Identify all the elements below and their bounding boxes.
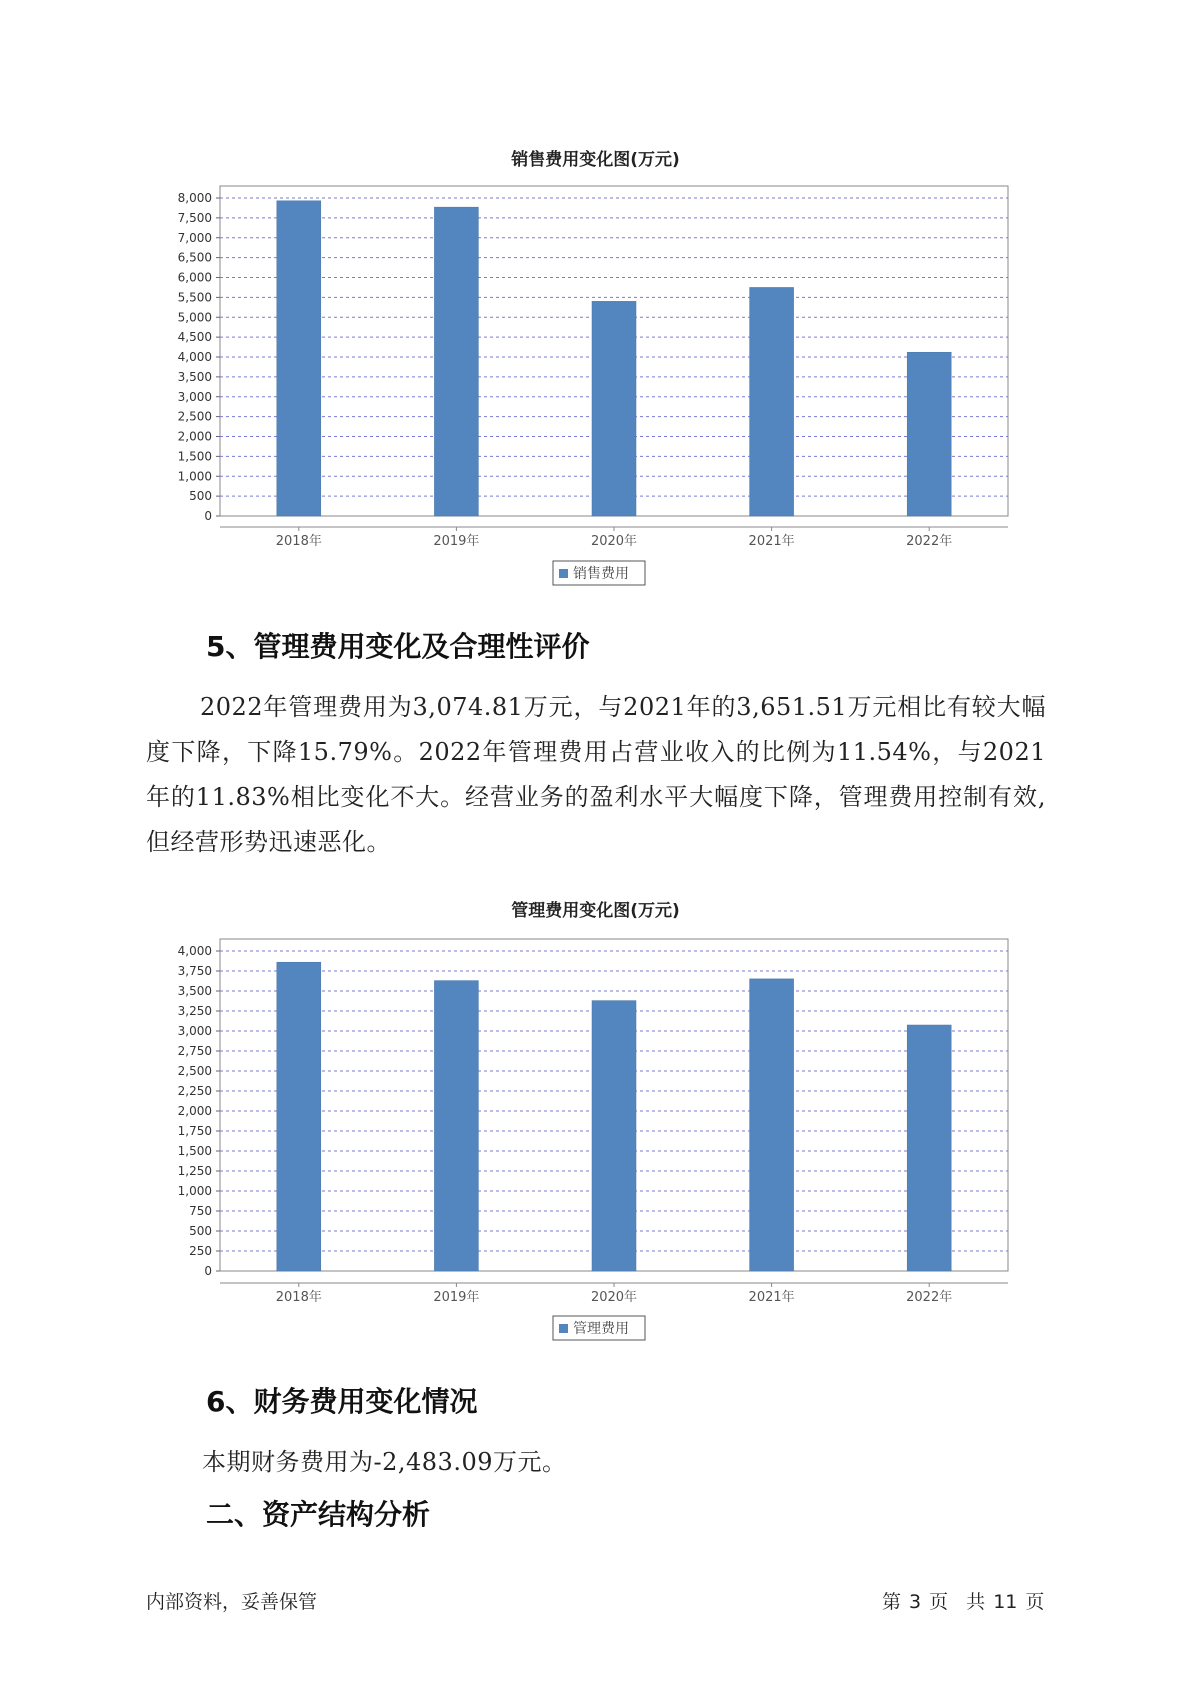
- y-tick-label: 8,000: [177, 191, 212, 205]
- x-tick-label: 2018年: [275, 1290, 322, 1305]
- footer-confidential-note: 内部资料，妥善保管: [146, 1591, 318, 1613]
- y-tick-label: 4,000: [177, 350, 212, 364]
- y-tick-label: 3,250: [177, 1004, 212, 1018]
- y-tick-label: 3,500: [177, 984, 212, 998]
- y-tick-label: 2,500: [177, 409, 212, 424]
- y-tick-label: 0: [204, 1264, 212, 1278]
- chart-title: 销售费用变化图(万元): [511, 150, 680, 170]
- y-tick-label: 750: [189, 1204, 212, 1218]
- y-tick-label: 0: [204, 509, 212, 523]
- section-5-paragraph: 2022年管理费用为3,074.81万元，与2021年的3,651.51万元相比有较大幅度下降，下降15.79%。2022年管理费用占营业收入的比例为11.54%，与2021年的11.83%相比变化不大。经营业务的盈利水平大幅度下降，管理费用控制有效,但经营形势迅速恶化。: [146, 693, 1046, 856]
- bar: [907, 1025, 951, 1271]
- y-tick-label: 1,000: [177, 469, 212, 484]
- y-tick-label: 7,000: [177, 230, 212, 245]
- bar: [750, 979, 794, 1271]
- chart-title: 管理费用变化图(万元): [511, 901, 680, 921]
- y-tick-label: 1,500: [177, 449, 212, 464]
- section-5-heading: 5、管理费用变化及合理性评价: [206, 630, 590, 663]
- footer-page-info: [882, 1587, 1052, 1614]
- x-tick-label: 2021年: [748, 1290, 795, 1305]
- y-tick-label: 2,250: [177, 1084, 212, 1098]
- bar: [592, 1001, 636, 1271]
- y-tick-label: 6,500: [177, 250, 212, 265]
- y-tick-label: 500: [189, 1224, 212, 1238]
- y-tick-label: 5,500: [177, 290, 212, 305]
- x-tick-label: 2019年: [433, 1290, 480, 1305]
- x-tick-label: 2021年: [748, 534, 795, 549]
- y-tick-label: 1,500: [177, 1144, 212, 1158]
- total-pages: 11: [993, 1591, 1018, 1613]
- y-tick-label: 4,000: [177, 944, 212, 958]
- legend-label: 管理费用: [573, 1321, 629, 1337]
- y-tick-label: 3,750: [177, 964, 212, 978]
- total-prefix: 共: [966, 1591, 986, 1613]
- y-tick-label: 2,000: [177, 1104, 212, 1118]
- y-tick-label: 500: [189, 489, 212, 504]
- legend-label: 销售费用: [573, 566, 629, 582]
- y-tick-label: 3,500: [177, 369, 212, 384]
- y-tick-label: 5,000: [177, 310, 212, 325]
- y-tick-label: 3,000: [177, 389, 212, 404]
- y-tick-label: 2,750: [177, 1044, 212, 1058]
- y-tick-label: 250: [189, 1244, 212, 1258]
- page-suffix: 页: [929, 1591, 949, 1613]
- section-7-heading: 二、资产结构分析: [206, 1498, 431, 1531]
- y-tick-label: 3,000: [177, 1024, 212, 1038]
- section-6-heading: 6、财务费用变化情况: [206, 1385, 478, 1418]
- bar: [277, 962, 321, 1271]
- page-number: 3: [909, 1591, 922, 1613]
- y-tick-label: 4,500: [177, 330, 212, 345]
- y-tick-label: 7,500: [177, 210, 212, 225]
- y-tick-label: 1,750: [177, 1124, 212, 1138]
- legend-swatch: [559, 1324, 568, 1333]
- y-tick-label: 2,000: [177, 429, 212, 444]
- bar: [434, 981, 478, 1271]
- x-tick-label: 2022年: [906, 534, 953, 549]
- x-tick-label: 2020年: [590, 1290, 638, 1305]
- legend: [553, 1316, 645, 1340]
- section-6-paragraph: 本期财务费用为-2,483.09万元。: [202, 1448, 567, 1476]
- y-tick-label: 6,000: [177, 270, 212, 285]
- x-tick-label: 2022年: [906, 1290, 953, 1305]
- total-suffix: 页: [1025, 1591, 1045, 1613]
- page-prefix: 第: [882, 1591, 902, 1613]
- x-tick-label: 2020年: [590, 534, 638, 549]
- y-tick-label: 1,000: [177, 1184, 212, 1198]
- x-tick-label: 2018年: [275, 534, 322, 549]
- y-tick-label: 1,250: [177, 1164, 212, 1178]
- y-tick-label: 2,500: [177, 1064, 212, 1078]
- x-tick-label: 2019年: [433, 534, 480, 549]
